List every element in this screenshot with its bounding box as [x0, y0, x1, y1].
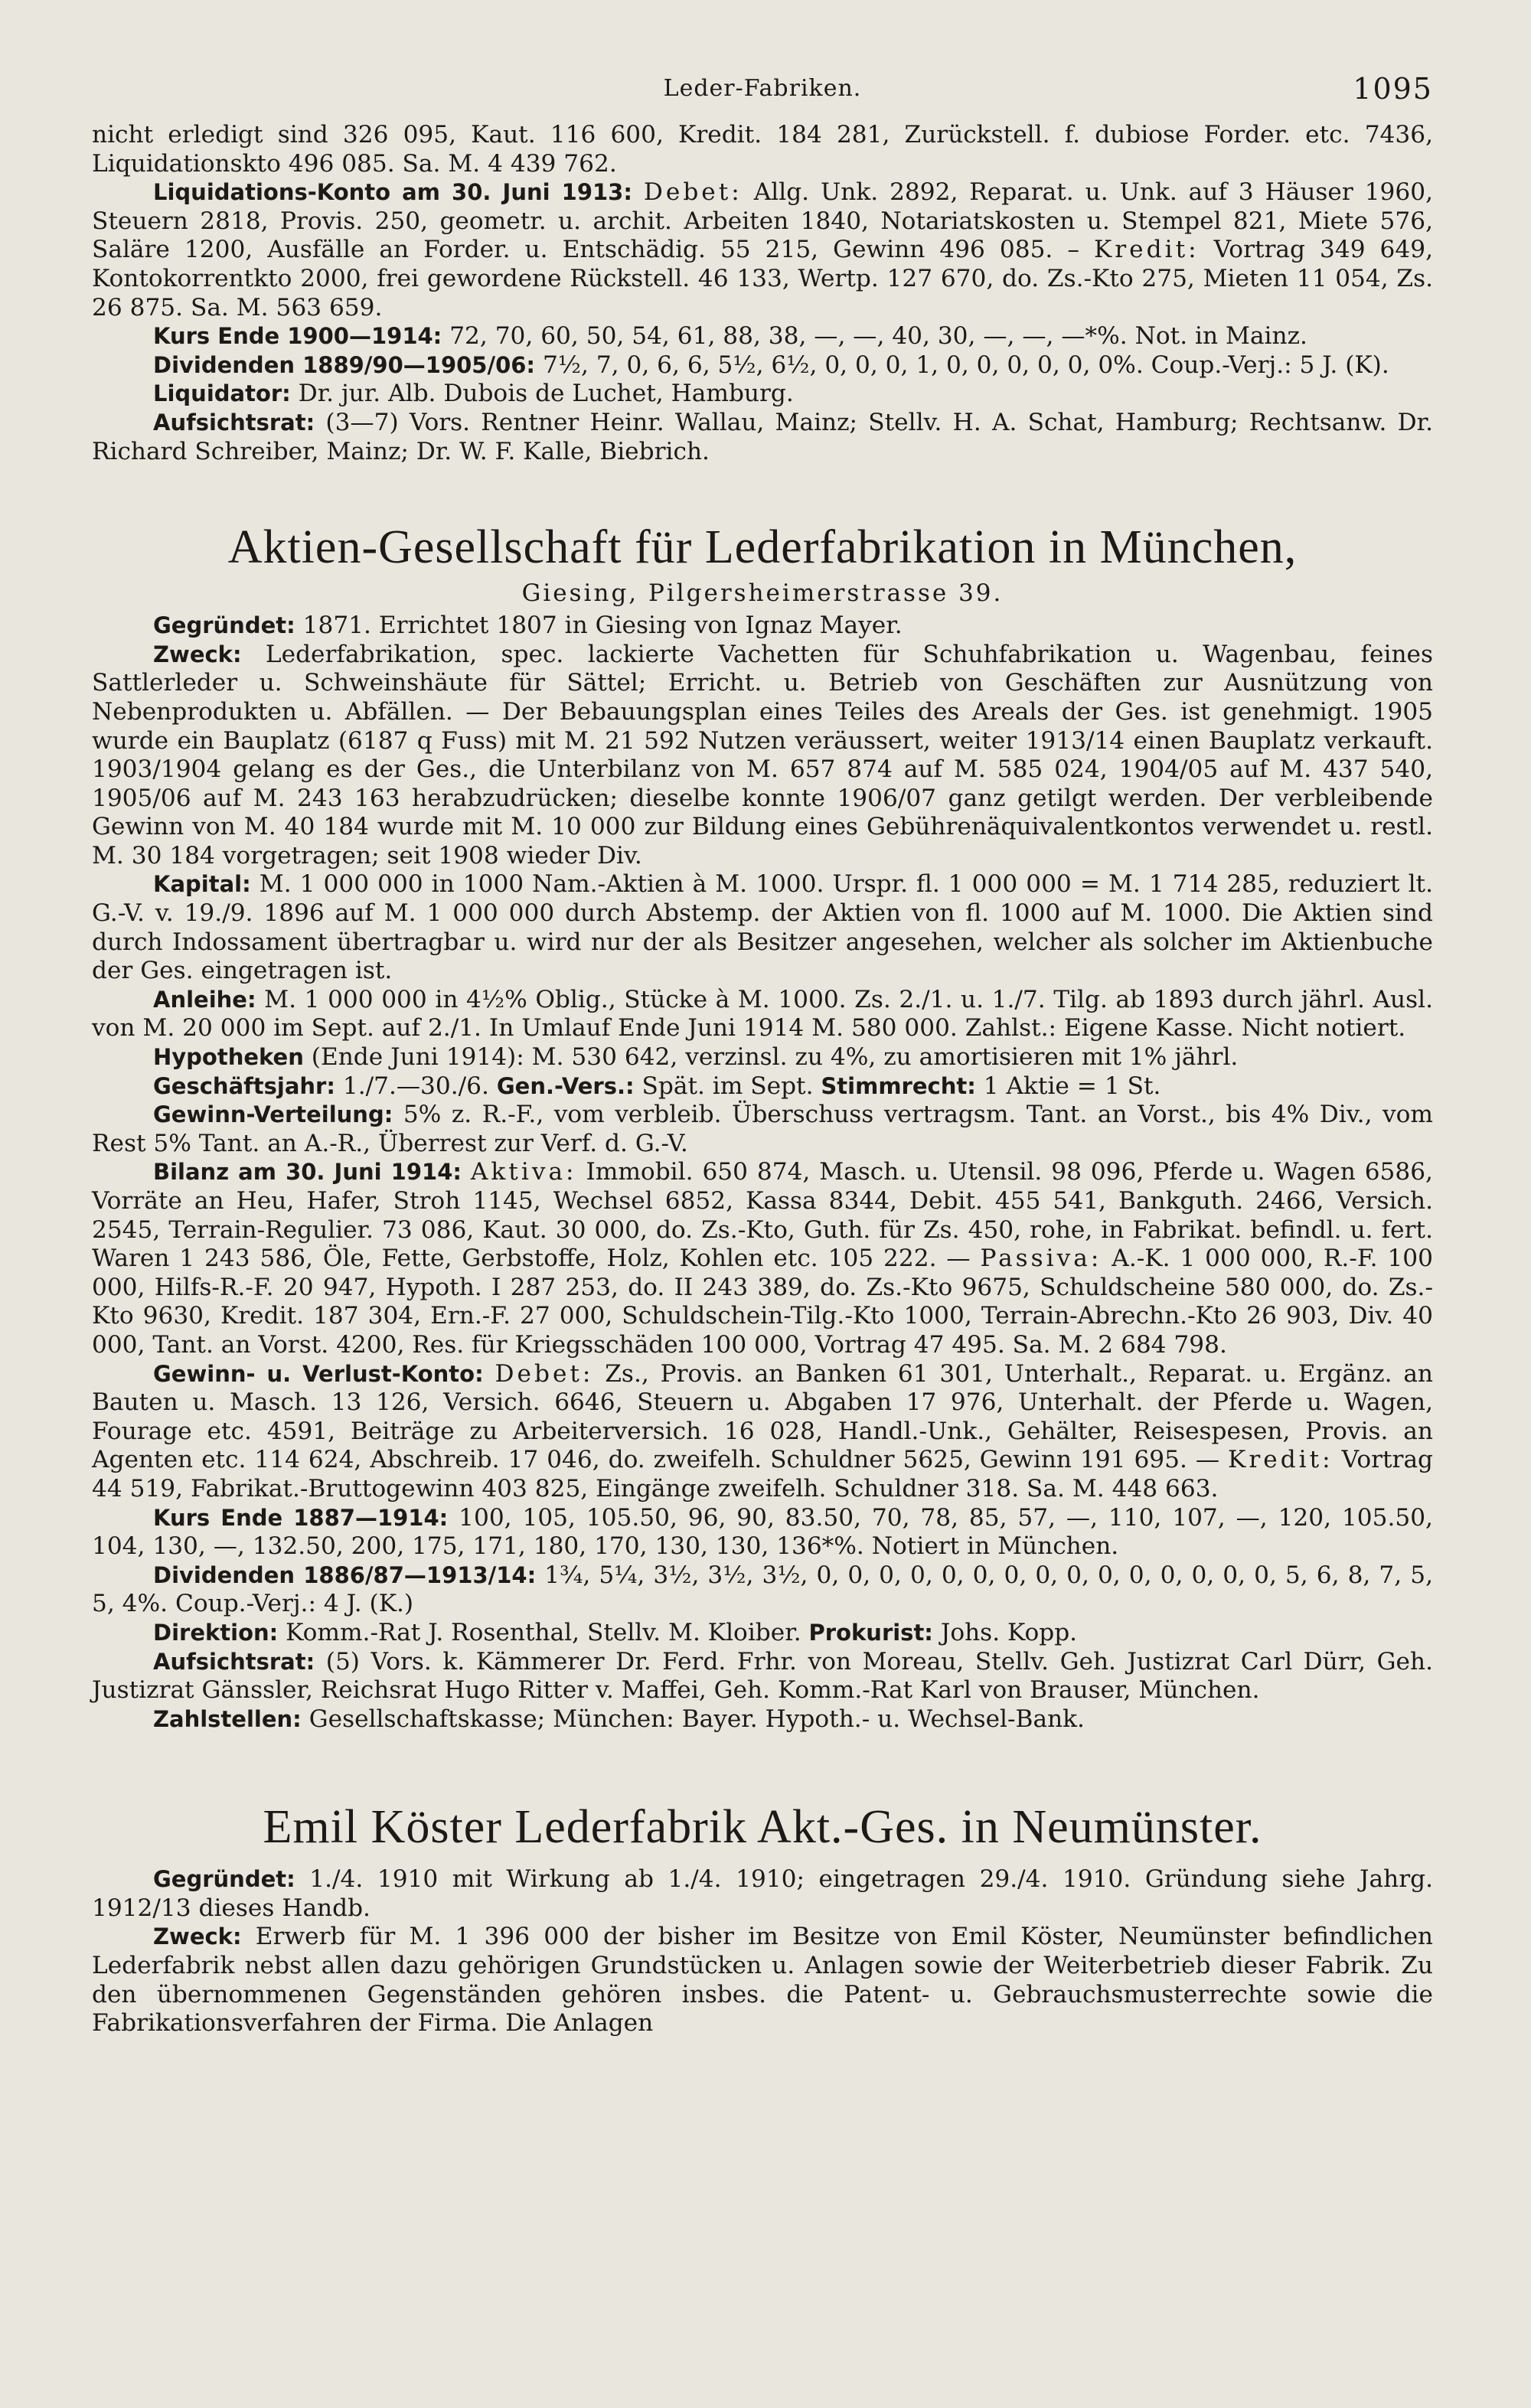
kurs-muenchen-text: 100, 105, 105.50, 96, 90, 83.50, 70, 78, 85, 57, —, 110, 107, —, 120, 105.50, 104, 130, —, 132.50, 200, 175, 171, 180, 170, 130, 130, 136*%. Notiert in München.	[92, 1503, 1433, 1561]
top-entry-p1: nicht erledigt sind 326 095, Kaut. 116 600, Kredit. 184 281, Zurückstell. f. dubiose Forder. etc. 7436, Liquidationskto 496 085. Sa. M. 4 439 762.	[92, 121, 1433, 178]
kurs-muenchen-label: Kurs Ende 1887—1914:	[153, 1504, 449, 1531]
kurs-text: 72, 70, 60, 50, 54, 61, 88, 38, —, —, 40, 30, —, —, —*%. Not. in Mainz.	[442, 322, 1307, 351]
liquidator-label: Liquidator:	[153, 380, 291, 407]
passiva-label: Passiva:	[980, 1245, 1102, 1273]
kurs-paragraph	[92, 322, 1433, 351]
direktion-paragraph	[92, 1619, 1433, 1648]
gegruendet-2-label: Gegründet:	[153, 1866, 295, 1893]
page-number: 1095	[1353, 72, 1433, 106]
zweck-text: Lederfabrikation, spec. lackierte Vachetten für Schuhfabrikation u. Wagenbau, feines Sattlerleder u. Schweinshäute für Sättel; Erricht. u. Betrieb von Geschäften zur Ausnützung von Nebenprodukten u. Abfällen. — Der Bebauungsplan eines Teiles des Areals der Ges. ist genehmigt. 1905 wurde ein Bauplatz (6187 q Fuss) mit M. 21 592 Nutzen veräussert, weiter 1913/14 einen Bauplatz verkauft. 1903/1904 gelang es der Ges., die Unterbilanz von M. 657 874 auf M. 585 024, 1904/05 auf M. 437 540, 1905/06 auf M. 243 163 herabzudrücken; dieselbe konnte 1906/07 ganz getilgt werden. Der verbleibende Gewinn von M. 40 184 wurde mit M. 10 000 zur Bildung eines Gebührenäquivalentkontos verwendet u. restl. M. 30 184 vorgetragen; seit 1908 wieder Div.	[92, 640, 1433, 870]
gegruendet-2-paragraph	[92, 1865, 1433, 1923]
kurs-muenchen-paragraph	[92, 1504, 1433, 1561]
entry-title-2: Emil Köster Lederfabrik Akt.-Ges. in Neumünster.	[263, 1801, 1262, 1854]
aufsichtsrat-muenchen-text: (5) Vors. k. Kämmerer Dr. Ferd. Frhr. von Moreau, Stellv. Geh. Justizrat Carl Dürr, Geh. Justizrat Gänssler, Reichsrat Hugo Ritter v. Maffei, Geh. Komm.-Rat Karl von Brauser, München.	[92, 1647, 1433, 1705]
aufsichtsrat-paragraph	[92, 409, 1433, 466]
dividenden-text: 7½, 7, 0, 6, 6, 5½, 6½, 0, 0, 0, 1, 0, 0, 0, 0, 0, 0%. Coup.-Verj.: 5 J. (K).	[535, 351, 1389, 379]
aufsichtsrat-text: (3—7) Vors. Rentner Heinr. Wallau, Mainz; Stellv. H. A. Schat, Hamburg; Rechtsanw. Dr. Richard Schreiber, Mainz; Dr. W. F. Kalle, Biebrich.	[92, 408, 1433, 465]
zweck-paragraph	[92, 641, 1433, 871]
bilanz-paragraph	[92, 1158, 1433, 1359]
guv-debet-label: Debet:	[495, 1359, 594, 1388]
gegruendet-label: Gegründet:	[153, 612, 295, 639]
running-title: Leder-Fabriken.	[663, 75, 862, 102]
gewinnverteilung-text: 5% z. R.-F., vom verbleib. Überschuss vertragsm. Tant. an Vorst., bis 4% Div., vom Rest 5% Tant. an A.-R., Überrest zur Verf. d. G.-V.	[92, 1101, 1433, 1157]
bilanz-label: Bilanz am 30. Juni 1914:	[153, 1159, 462, 1186]
entry-title: Aktien-Gesellschaft für Lederfabrikation in München,	[227, 521, 1298, 574]
direktion-text: Komm.-Rat J. Rosenthal, Stellv. M. Kloiber.	[278, 1618, 809, 1646]
prokurist-label: Prokurist:	[808, 1619, 933, 1646]
prokurist-text: Johs. Kopp.	[932, 1618, 1078, 1646]
anleihe-label: Anleihe:	[153, 986, 256, 1013]
liquidation-account-label: Liquidations-Konto am 30. Juni 1913:	[153, 179, 632, 206]
genvers-label: Gen.-Vers.:	[496, 1072, 635, 1099]
entry-subtitle: Giesing, Pilgersheimerstrasse 39.	[521, 579, 1004, 608]
zweck-2-paragraph	[92, 1923, 1433, 2038]
zweck-2-text: Erwerb für M. 1 396 000 der bisher im Besitze von Emil Köster, Neumünster befindlichen Lederfabrik nebst allen dazu gehörigen Grundstücken u. Anlagen sowie der Weiterbetrieb dieser Fabrik. Zu den übernommenen Gegenständen gehören insbes. die Patent- u. Gebrauchsmusterrechte sowie die Fabrikationsverfahren der Firma. Die Anlagen	[92, 1923, 1433, 2038]
stimmrecht-label: Stimmrecht:	[821, 1072, 976, 1099]
guv-paragraph	[92, 1360, 1433, 1504]
bilanz-aktiva-text: Immobil. 650 874, Masch. u. Utensil. 98 096, Pferde u. Wagen 6586, Vorräte an Heu, Hafer, Stroh 1145, Wechsel 6852, Kassa 8344, Debit. 455 541, Bankguth. 2466, Versich. 2545, Terrain-Regulier. 73 086, Kaut. 30 000, do. Zs.-Kto, Guth. für Zs. 450, rohe, in Fabrikat. befindl. u. fert. Waren 1 243 586, Öle, Fette, Gerbstoffe, Holz, Kohlen etc. 105 222. —	[92, 1158, 1433, 1273]
anleihe-text: M. 1 000 000 in 4½% Oblig., Stücke à M. 1000. Zs. 2./1. u. 1./7. Tilg. ab 1893 durch jährl. Ausl. von M. 20 000 im Sept. auf 2./1. In Umlauf Ende Juni 1914 M. 580 000. Zahlst.: Eigene Kasse. Nicht notiert.	[92, 985, 1433, 1042]
aufsichtsrat-muenchen-paragraph	[92, 1648, 1433, 1705]
anleihe-paragraph	[92, 986, 1433, 1043]
zahlstellen-label: Zahlstellen:	[153, 1705, 302, 1732]
dividenden-muenchen-paragraph	[92, 1561, 1433, 1619]
gegruendet-text: 1871. Errichtet 1807 in Giesing von Ignaz Mayer.	[295, 612, 903, 640]
gewinnverteilung-label: Gewinn-Verteilung:	[153, 1101, 393, 1128]
debet-label: Debet:	[643, 178, 743, 207]
hypotheken-label: Hypotheken	[153, 1044, 304, 1071]
gegruendet-2-text: 1./4. 1910 mit Wirkung ab 1./4. 1910; eingetragen 29./4. 1910. Gründung siehe Jahrg. 1912/13 dieses Handb.	[92, 1865, 1433, 1922]
bilanz-passiva-text: A.-K. 1 000 000, R.-F. 100 000, Hilfs-R.-F. 20 947, Hypoth. I 287 253, do. II 243 389, do. Zs.-Kto 9675, Schuldscheine 580 000, do. Zs.-Kto 9630, Kredit. 187 304, Ern.-F. 27 000, Schuldschein-Tilg.-Kto 1000, Terrain-Abrechn.-Kto 26 903, Div. 40 000, Tant. an Vorst. 4200, Res. für Kriegsschäden 100 000, Vortrag 47 495. Sa. M. 2 684 798.	[92, 1245, 1433, 1359]
geschaeftsjahr-paragraph	[92, 1072, 1433, 1101]
aktiva-label: Aktiva:	[470, 1158, 577, 1186]
liquidation-account	[92, 178, 1433, 322]
stimmrecht-text: 1 Aktie = 1 St.	[975, 1072, 1161, 1100]
direktion-label: Direktion:	[153, 1619, 279, 1646]
kapital-label: Kapital:	[153, 871, 251, 898]
geschaeftsjahr-label: Geschäftsjahr:	[153, 1072, 335, 1099]
zweck-label: Zweck:	[153, 641, 242, 667]
dividenden-muenchen-label: Dividenden 1886/87—1913/14:	[153, 1561, 537, 1588]
genvers-text: Spät. im Sept.	[634, 1072, 821, 1100]
hypotheken-text: (Ende Juni 1914): M. 530 642, verzinsl. zu 4%, zu amortisieren mit 1% jährl.	[303, 1043, 1239, 1072]
zahlstellen-text: Gesellschaftskasse; München: Bayer. Hypoth.- u. Wechsel-Bank.	[301, 1705, 1085, 1733]
top-entry	[92, 121, 1433, 466]
entry-neumuenster	[92, 1799, 1433, 2038]
guv-debet-text: Zs., Provis. an Banken 61 301, Unterhalt., Reparat. u. Ergänz. an Bauten u. Masch. 13 126, Versich. 6646, Steuern u. Abgaben 17 976, Unterhalt. der Pferde u. Wagen, Fourage etc. 4591, Beiträge zu Arbeiterversich. 16 028, Handl.-Unk., Gehälter, Reisespesen, Provis. an Agenten etc. 114 624, Abschreib. 17 046, do. zweifelh. Schuldner 5625, Gewinn 191 695. —	[92, 1359, 1434, 1474]
liquidator-paragraph	[92, 380, 1433, 409]
guv-kredit-label: Kredit:	[1228, 1446, 1334, 1474]
dividenden-paragraph	[92, 351, 1433, 380]
zweck-2-label: Zweck:	[153, 1923, 242, 1950]
dividenden-muenchen-text: 1¾, 5¼, 3½, 3½, 3½, 0, 0, 0, 0, 0, 0, 0, 0, 0, 0, 0, 0, 0, 0, 0, 5, 6, 8, 7, 5, 5, 4%. Coup.-Verj.: 4 J. (K.)	[92, 1561, 1433, 1618]
kredit-label: Kredit:	[1093, 236, 1200, 264]
dividenden-label: Dividenden 1889/90—1905/06:	[153, 351, 536, 378]
hypotheken-paragraph	[92, 1043, 1433, 1072]
liquidation-debet-text: Allg. Unk. 2892, Reparat. u. Unk. auf 3 Häuser 1960, Steuern 2818, Provis. 250, geometr. u. archit. Arbeiten 1840, Notariatskosten u. Stempel 821, Miete 576, Saläre 1200, Ausfälle an Forder. u. Entschädig. 55 215, Gewinn 496 085. –	[92, 178, 1433, 264]
guv-label: Gewinn- u. Verlust-Konto:	[153, 1360, 484, 1387]
geschaeftsjahr-text: 1./7.—30./6.	[335, 1072, 497, 1100]
zahlstellen-paragraph	[92, 1705, 1433, 1734]
guv-kredit-text: Vortrag 44 519, Fabrikat.-Bruttogewinn 403 825, Eingänge zweifelh. Schuldner 318. Sa. M. 448 663.	[92, 1446, 1433, 1503]
aufsichtsrat-muenchen-label: Aufsichtsrat:	[153, 1648, 315, 1675]
kurs-label: Kurs Ende 1900—1914:	[153, 323, 442, 350]
kapital-text: M. 1 000 000 in 1000 Nam.-Aktien à M. 1000. Urspr. fl. 1 000 000 = M. 1 714 285, reduziert lt. G.-V. v. 19./9. 1896 auf M. 1 000 000 durch Abstemp. der Aktien von fl. 1000 auf M. 1000. Die Aktien sind durch Indossament übertragbar u. wird nur der als Besitzer angesehen, welcher als solcher im Aktienbuche der Ges. eingetragen ist.	[92, 870, 1433, 985]
running-head	[92, 72, 1433, 121]
gewinnverteilung-paragraph	[92, 1101, 1433, 1158]
aufsichtsrat-label: Aufsichtsrat:	[153, 409, 315, 436]
gegruendet-paragraph	[92, 612, 1433, 641]
kapital-paragraph	[92, 870, 1433, 985]
entry-muenchen	[92, 520, 1433, 1734]
liquidation-kredit-text: Vortrag 349 649, Kontokorrentkto 2000, frei gewordene Rückstell. 46 133, Wertp. 127 670, do. Zs.-Kto 275, Mieten 11 054, Zs. 26 875. Sa. M. 563 659.	[92, 236, 1433, 321]
liquidator-text: Dr. jur. Alb. Dubois de Luchet, Hamburg.	[290, 380, 794, 408]
